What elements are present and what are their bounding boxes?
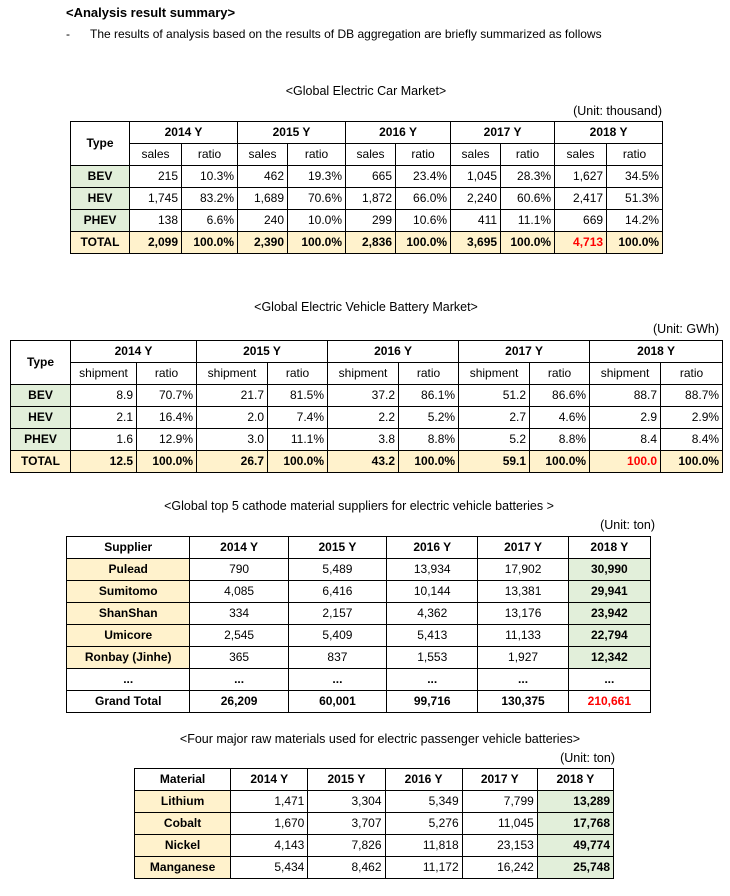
year-header: 2016 Y [387, 537, 478, 559]
type-cell: TOTAL [71, 232, 130, 254]
value-cell: 16,242 [462, 857, 537, 879]
value-cell: 669 [555, 210, 607, 232]
value-cell: 5.2% [399, 407, 459, 429]
value-cell: 8.8% [530, 429, 590, 451]
value-cell: 59.1 [459, 451, 530, 473]
value-cell: 13,381 [478, 581, 568, 603]
value-cell: 2,157 [288, 603, 386, 625]
value-cell: 10.3% [182, 166, 238, 188]
subheader-row [71, 144, 663, 166]
value-cell: ... [190, 669, 288, 691]
value-cell: 215 [130, 166, 182, 188]
value-cell: 100.0% [137, 451, 197, 473]
value-cell: 5,489 [288, 559, 386, 581]
name-cell: Sumitomo [67, 581, 190, 603]
value-cell: 100.0% [268, 451, 328, 473]
table-row [135, 857, 614, 879]
value-cell: 11,045 [462, 813, 537, 835]
ratio-header: ratio [399, 363, 459, 385]
year-header: 2018 Y [555, 122, 663, 144]
value-cell: 6,416 [288, 581, 386, 603]
type-cell: BEV [71, 166, 130, 188]
value-cell: 60.6% [501, 188, 555, 210]
battery-market-table [10, 340, 723, 473]
value-cell: 8.4% [661, 429, 723, 451]
table-row [11, 385, 723, 407]
value-cell: 3,695 [451, 232, 501, 254]
table-row [67, 559, 651, 581]
metric-header: sales [451, 144, 501, 166]
metric-header: sales [346, 144, 396, 166]
header-row [67, 537, 651, 559]
value-cell: 25,748 [537, 857, 613, 879]
value-cell: 37.2 [328, 385, 399, 407]
value-cell: 22,794 [568, 625, 650, 647]
value-cell: 100.0% [607, 232, 663, 254]
value-cell: 2,240 [451, 188, 501, 210]
value-cell: 2.0 [197, 407, 268, 429]
value-cell: 13,289 [537, 791, 613, 813]
value-cell: 16.4% [137, 407, 197, 429]
name-cell: Manganese [135, 857, 231, 879]
year-header: 2014 Y [130, 122, 238, 144]
ratio-header: ratio [530, 363, 590, 385]
name-cell: ShanShan [67, 603, 190, 625]
type-header: Type [11, 341, 71, 385]
value-cell: 11,818 [385, 835, 462, 857]
value-cell: 100.0% [501, 232, 555, 254]
value-cell: 1,689 [238, 188, 288, 210]
value-cell: 5,276 [385, 813, 462, 835]
value-cell: 12.9% [137, 429, 197, 451]
value-cell: 2,099 [130, 232, 182, 254]
table-row [67, 603, 651, 625]
type-cell: TOTAL [11, 451, 71, 473]
value-cell: 66.0% [396, 188, 451, 210]
value-cell: 1,627 [555, 166, 607, 188]
raw-materials-unit: (Unit: ton) [560, 751, 615, 765]
value-cell: 790 [190, 559, 288, 581]
metric-header: shipment [197, 363, 268, 385]
year-header: 2017 Y [451, 122, 555, 144]
header-row [135, 769, 614, 791]
value-cell: 23,942 [568, 603, 650, 625]
metric-header: shipment [71, 363, 137, 385]
value-cell: 4.6% [530, 407, 590, 429]
bullet-dash: - [66, 27, 70, 41]
value-cell: 665 [346, 166, 396, 188]
value-cell: 1,553 [387, 647, 478, 669]
value-cell: 83.2% [182, 188, 238, 210]
value-cell: 4,143 [231, 835, 308, 857]
value-cell: 1.6 [71, 429, 137, 451]
ratio-header: ratio [182, 144, 238, 166]
value-cell: 5,434 [231, 857, 308, 879]
name-cell: Ronbay (Jinhe) [67, 647, 190, 669]
cathode-suppliers-caption: <Global top 5 cathode material suppliers for electric vehicle batteries > [164, 499, 554, 513]
battery-market-unit: (Unit: GWh) [653, 322, 719, 336]
table-row [135, 791, 614, 813]
value-cell: 43.2 [328, 451, 399, 473]
value-cell: 100.0% [530, 451, 590, 473]
value-cell: 21.7 [197, 385, 268, 407]
value-cell: 1,471 [231, 791, 308, 813]
value-cell: 3,304 [308, 791, 385, 813]
table-row [71, 188, 663, 210]
value-cell: 4,085 [190, 581, 288, 603]
value-cell: 30,990 [568, 559, 650, 581]
table-row [135, 813, 614, 835]
type-cell: PHEV [71, 210, 130, 232]
value-cell: 7.4% [268, 407, 328, 429]
raw-materials-caption: <Four major raw materials used for electric passenger vehicle batteries> [179, 732, 581, 746]
year-header: 2018 Y [537, 769, 613, 791]
ratio-header: ratio [396, 144, 451, 166]
table-row [67, 669, 651, 691]
total-row [11, 451, 723, 473]
metric-header: sales [130, 144, 182, 166]
name-cell: Umicore [67, 625, 190, 647]
value-cell: 11,172 [385, 857, 462, 879]
value-cell: 13,934 [387, 559, 478, 581]
year-header: 2014 Y [71, 341, 197, 363]
year-header: 2015 Y [197, 341, 328, 363]
summary-heading: <Analysis result summary> [66, 5, 236, 20]
grand-total-row [67, 691, 651, 713]
value-cell: 10.0% [288, 210, 346, 232]
value-cell: 26,209 [190, 691, 288, 713]
value-cell: 11.1% [268, 429, 328, 451]
header-row [71, 122, 663, 144]
total-row [71, 232, 663, 254]
year-header: 2014 Y [231, 769, 308, 791]
value-cell: 11.1% [501, 210, 555, 232]
value-cell: 99,716 [387, 691, 478, 713]
value-cell: 100.0 [590, 451, 661, 473]
value-cell: 5,413 [387, 625, 478, 647]
car-market-unit: (Unit: thousand) [573, 104, 662, 118]
name-cell: Grand Total [67, 691, 190, 713]
name-cell: ... [67, 669, 190, 691]
value-cell: 1,670 [231, 813, 308, 835]
value-cell: 17,768 [537, 813, 613, 835]
year-header: 2016 Y [346, 122, 451, 144]
year-header: 2016 Y [328, 341, 459, 363]
value-cell: 8.4 [590, 429, 661, 451]
value-cell: 210,661 [568, 691, 650, 713]
year-header: 2017 Y [459, 341, 590, 363]
value-cell: 365 [190, 647, 288, 669]
value-cell: 2,545 [190, 625, 288, 647]
value-cell: 1,745 [130, 188, 182, 210]
value-cell: 26.7 [197, 451, 268, 473]
value-cell: 2.2 [328, 407, 399, 429]
value-cell: 1,872 [346, 188, 396, 210]
value-cell: 2.9% [661, 407, 723, 429]
name-header: Supplier [67, 537, 190, 559]
value-cell: 8.9 [71, 385, 137, 407]
bullet-text: The results of analysis based on the results of DB aggregation are briefly summarized as follows [90, 27, 602, 41]
value-cell: ... [568, 669, 650, 691]
value-cell: 12.5 [71, 451, 137, 473]
value-cell: 70.6% [288, 188, 346, 210]
value-cell: 4,362 [387, 603, 478, 625]
value-cell: 8,462 [308, 857, 385, 879]
year-header: 2015 Y [308, 769, 385, 791]
ratio-header: ratio [137, 363, 197, 385]
value-cell: 334 [190, 603, 288, 625]
type-cell: HEV [71, 188, 130, 210]
metric-header: sales [238, 144, 288, 166]
value-cell: 3.8 [328, 429, 399, 451]
value-cell: 2.7 [459, 407, 530, 429]
type-header: Type [71, 122, 130, 166]
value-cell: 28.3% [501, 166, 555, 188]
value-cell: 13,176 [478, 603, 568, 625]
name-cell: Nickel [135, 835, 231, 857]
table-row [135, 835, 614, 857]
value-cell: 2.1 [71, 407, 137, 429]
value-cell: 14.2% [607, 210, 663, 232]
table-row [67, 625, 651, 647]
table-row [71, 210, 663, 232]
year-header: 2018 Y [590, 341, 723, 363]
table-row [71, 166, 663, 188]
year-header: 2018 Y [568, 537, 650, 559]
value-cell: 2,836 [346, 232, 396, 254]
value-cell: 2.9 [590, 407, 661, 429]
value-cell: 17,902 [478, 559, 568, 581]
value-cell: 7,826 [308, 835, 385, 857]
value-cell: 299 [346, 210, 396, 232]
year-header: 2017 Y [462, 769, 537, 791]
value-cell: 88.7% [661, 385, 723, 407]
value-cell: 10.6% [396, 210, 451, 232]
value-cell: 81.5% [268, 385, 328, 407]
value-cell: 3.0 [197, 429, 268, 451]
value-cell: 240 [238, 210, 288, 232]
cathode-suppliers-unit: (Unit: ton) [600, 518, 655, 532]
value-cell: 49,774 [537, 835, 613, 857]
value-cell: ... [288, 669, 386, 691]
value-cell: 100.0% [661, 451, 723, 473]
year-header: 2015 Y [238, 122, 346, 144]
value-cell: 5,349 [385, 791, 462, 813]
value-cell: 3,707 [308, 813, 385, 835]
value-cell: 462 [238, 166, 288, 188]
type-cell: HEV [11, 407, 71, 429]
value-cell: 60,001 [288, 691, 386, 713]
car-market-caption: <Global Electric Car Market> [285, 84, 447, 98]
header-row [11, 341, 723, 363]
value-cell: 100.0% [399, 451, 459, 473]
metric-header: shipment [328, 363, 399, 385]
value-cell: 88.7 [590, 385, 661, 407]
table-row [67, 647, 651, 669]
value-cell: ... [387, 669, 478, 691]
subheader-row [11, 363, 723, 385]
year-header: 2017 Y [478, 537, 568, 559]
ratio-header: ratio [607, 144, 663, 166]
name-cell: Lithium [135, 791, 231, 813]
value-cell: 51.2 [459, 385, 530, 407]
ratio-header: ratio [288, 144, 346, 166]
value-cell: 100.0% [288, 232, 346, 254]
value-cell: 6.6% [182, 210, 238, 232]
name-header: Material [135, 769, 231, 791]
type-cell: PHEV [11, 429, 71, 451]
metric-header: shipment [459, 363, 530, 385]
value-cell: 23.4% [396, 166, 451, 188]
value-cell: 100.0% [396, 232, 451, 254]
value-cell: 19.3% [288, 166, 346, 188]
value-cell: 12,342 [568, 647, 650, 669]
table-row [67, 581, 651, 603]
battery-market-caption: <Global Electric Vehicle Battery Market> [254, 300, 478, 314]
ratio-header: ratio [661, 363, 723, 385]
value-cell: 5,409 [288, 625, 386, 647]
value-cell: 4,713 [555, 232, 607, 254]
name-cell: Pulead [67, 559, 190, 581]
value-cell: 10,144 [387, 581, 478, 603]
car-market-table [70, 121, 663, 254]
value-cell: 11,133 [478, 625, 568, 647]
value-cell: 8.8% [399, 429, 459, 451]
summary-bullet [66, 27, 602, 41]
table-row [11, 429, 723, 451]
year-header: 2016 Y [385, 769, 462, 791]
raw-materials-table [134, 768, 614, 879]
value-cell: 23,153 [462, 835, 537, 857]
value-cell: 86.1% [399, 385, 459, 407]
value-cell: 837 [288, 647, 386, 669]
year-header: 2015 Y [288, 537, 386, 559]
value-cell: 100.0% [182, 232, 238, 254]
value-cell: 130,375 [478, 691, 568, 713]
value-cell: 7,799 [462, 791, 537, 813]
ratio-header: ratio [501, 144, 555, 166]
metric-header: shipment [590, 363, 661, 385]
ratio-header: ratio [268, 363, 328, 385]
value-cell: 51.3% [607, 188, 663, 210]
type-cell: BEV [11, 385, 71, 407]
cathode-suppliers-table [66, 536, 651, 713]
value-cell: 1,927 [478, 647, 568, 669]
table-row [11, 407, 723, 429]
value-cell: 138 [130, 210, 182, 232]
value-cell: 2,390 [238, 232, 288, 254]
value-cell: 34.5% [607, 166, 663, 188]
value-cell: 1,045 [451, 166, 501, 188]
value-cell: 5.2 [459, 429, 530, 451]
year-header: 2014 Y [190, 537, 288, 559]
value-cell: 86.6% [530, 385, 590, 407]
value-cell: ... [478, 669, 568, 691]
metric-header: sales [555, 144, 607, 166]
value-cell: 411 [451, 210, 501, 232]
value-cell: 70.7% [137, 385, 197, 407]
name-cell: Cobalt [135, 813, 231, 835]
value-cell: 29,941 [568, 581, 650, 603]
value-cell: 2,417 [555, 188, 607, 210]
